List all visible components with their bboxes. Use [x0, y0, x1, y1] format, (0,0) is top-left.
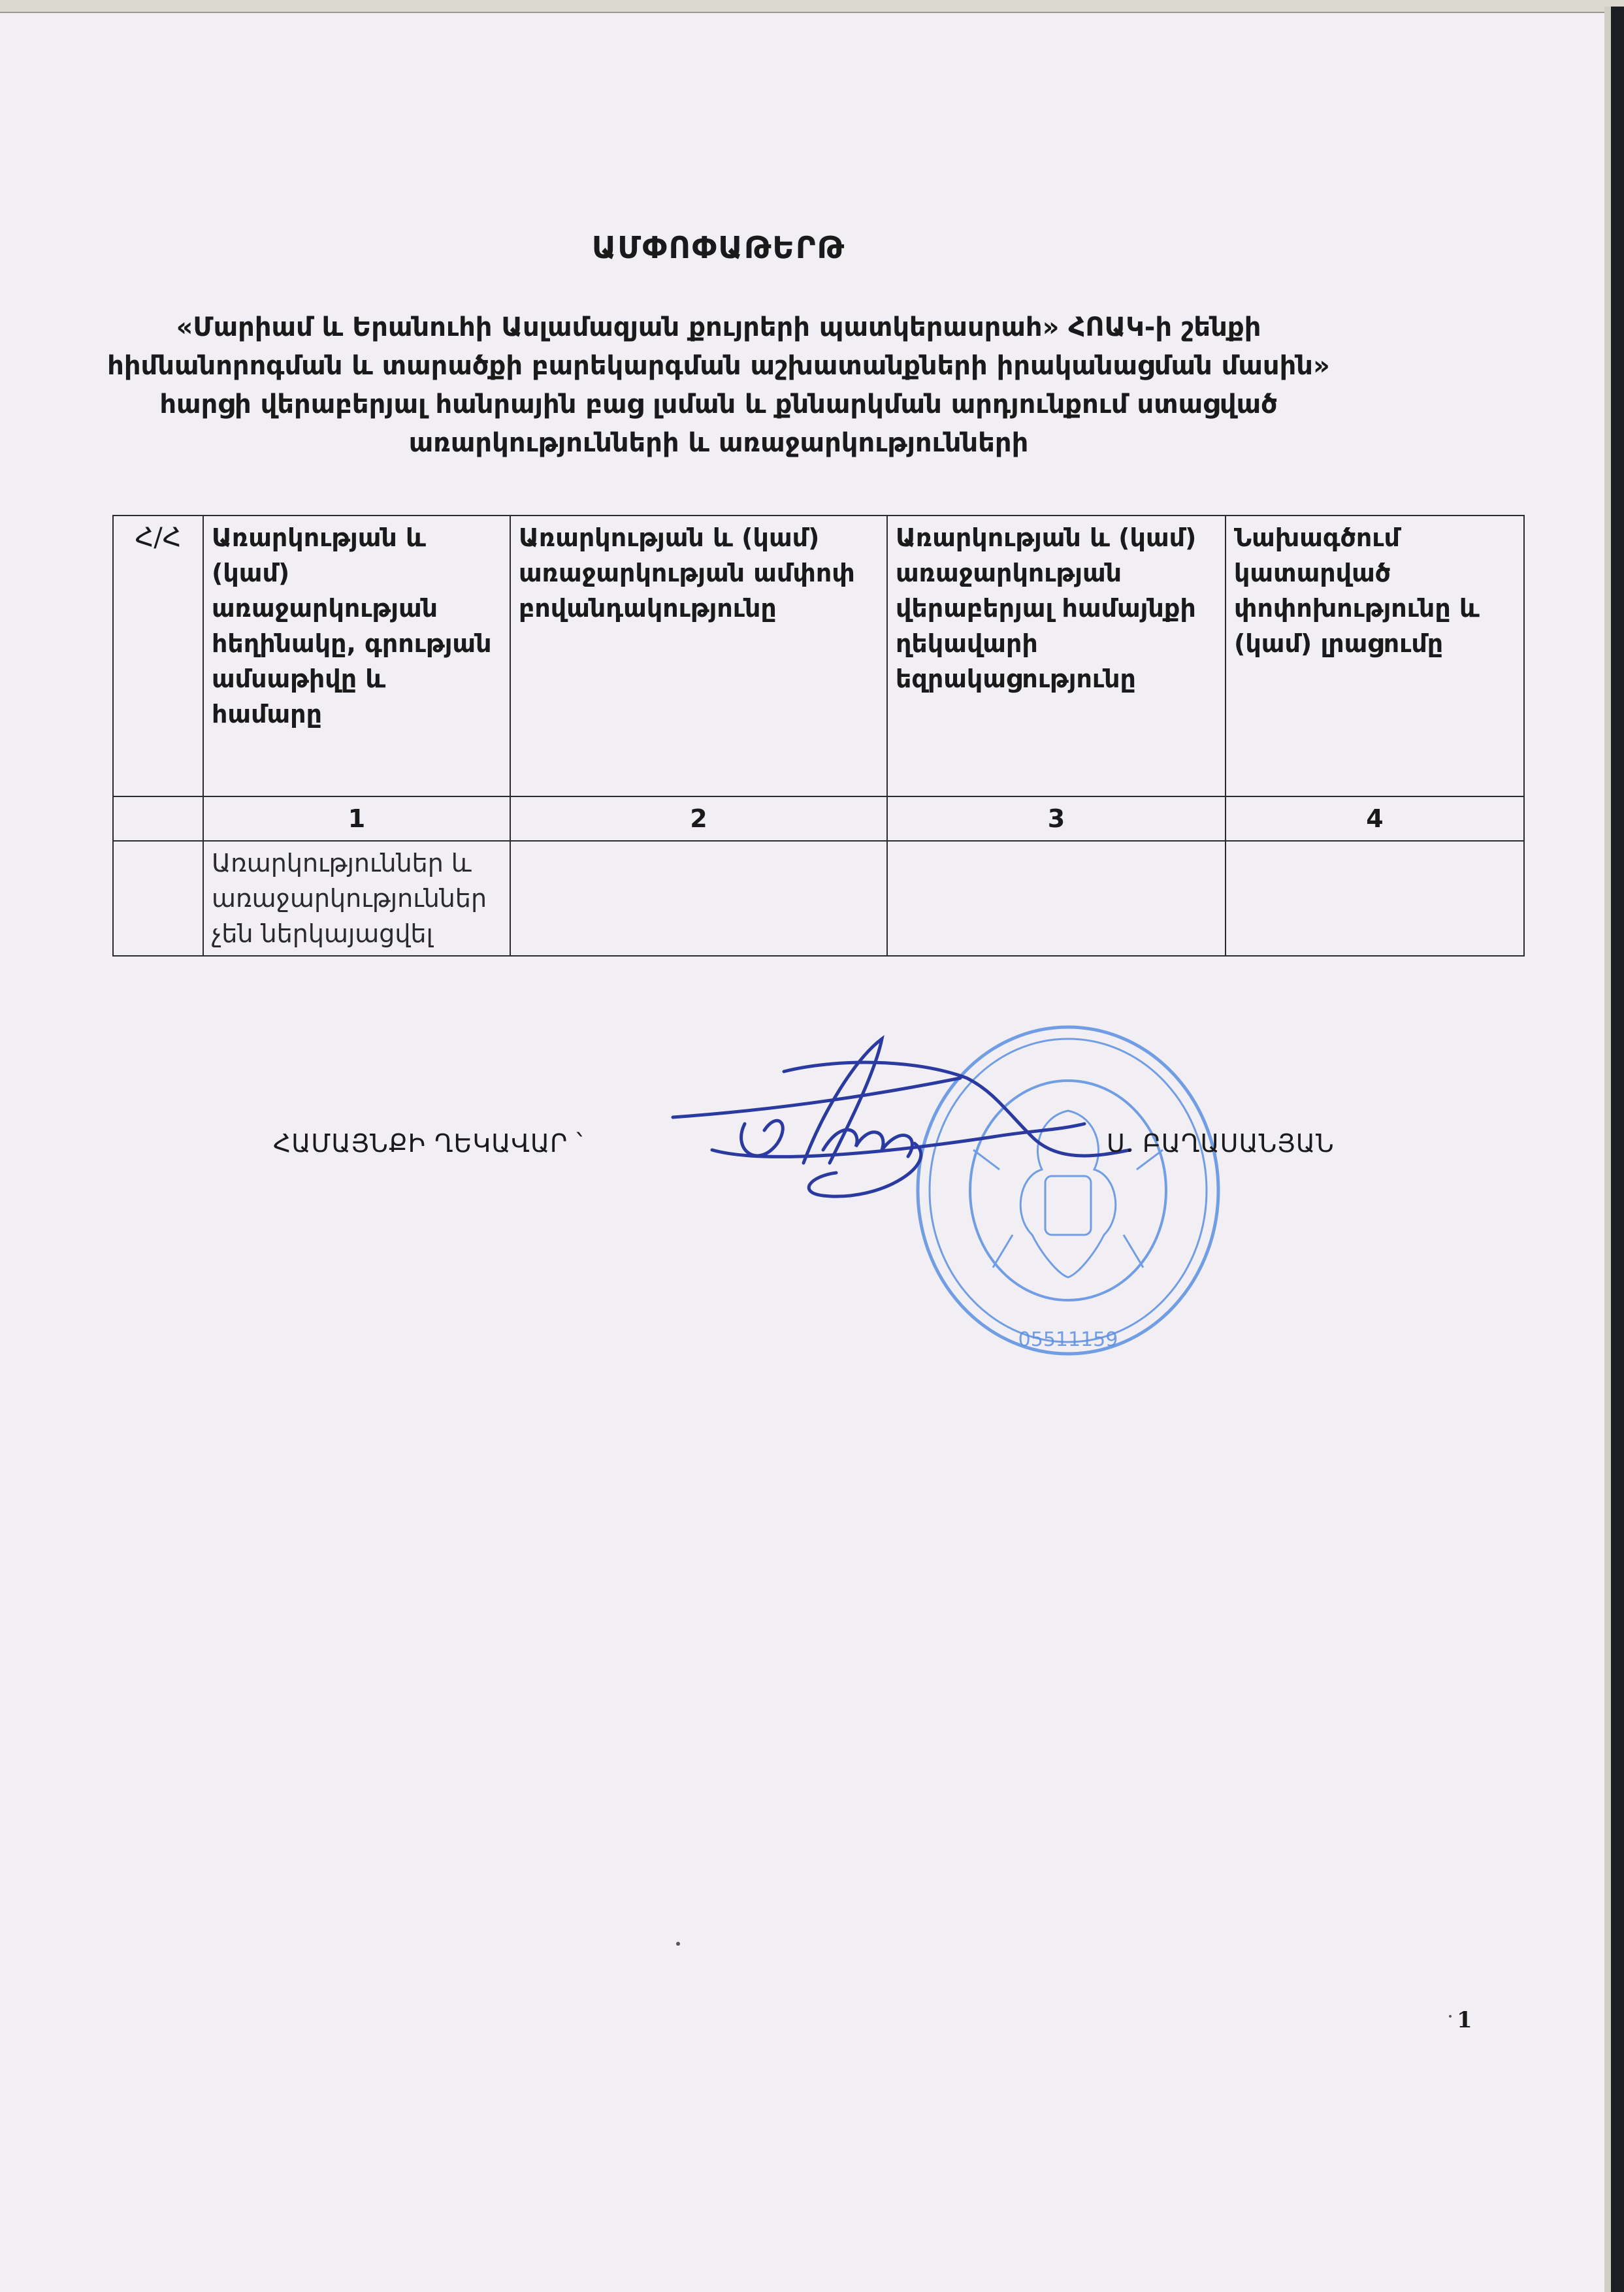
- table-cell: [887, 841, 1226, 956]
- header-cell-summary: Առարկության և (կամ) առաջարկության ամփոփ բովանդակությունը: [510, 516, 887, 796]
- handwritten-signature-icon: [666, 1032, 1137, 1222]
- scanner-right-edge: [1604, 7, 1611, 2292]
- document-title: ԱՄՓՈՓԱԹԵՐԹ: [591, 230, 846, 265]
- header-cell-author: Առարկության և (կամ) առաջարկության հեղինակը, գրության ամսաթիվը և համարը: [203, 516, 510, 796]
- page-number: 1: [1457, 2007, 1472, 2033]
- subtitle-line: հարցի վերաբերյալ հանրային բաց լսման և քննարկման արդյունքում ստացված: [159, 389, 1278, 419]
- document-page: [0, 13, 1604, 2292]
- column-number-cell: 3: [887, 796, 1226, 841]
- column-number-row: [113, 796, 1524, 841]
- document-subtitle: [98, 308, 1339, 463]
- column-number-cell: 4: [1226, 796, 1524, 841]
- header-cell-conclusion: Առարկության և (կամ) առաջարկության վերաբերյալ համայնքի ղեկավարի եզրակացությունը: [887, 516, 1226, 796]
- summary-table: [112, 515, 1525, 957]
- scan-speck: [1449, 2015, 1452, 2018]
- subtitle-line: «Մարիամ և Երանուհի Ասլամազյան քույրերի պատկերասրահ» ՀՈԱԿ-ի շենքի: [176, 312, 1261, 342]
- table-cell: [510, 841, 887, 956]
- signer-name: Ս. ԲԱՂԱՍԱՆՅԱՆ: [1107, 1129, 1335, 1158]
- subtitle-line: հիմնանորոգման և տարածքի բարեկարգման աշխատանքների իրականացման մասին»: [107, 351, 1330, 381]
- header-cell-changes: Նախագծում կատարված փոփոխությունը և (կամ) լրացումը: [1226, 516, 1524, 796]
- table-header-row: [113, 516, 1524, 796]
- table-row: [113, 841, 1524, 956]
- column-number-cell: 2: [510, 796, 887, 841]
- stamp-id-number: 05511159: [1018, 1328, 1118, 1351]
- scan-speck: [676, 1942, 680, 1946]
- table-cell: [1226, 841, 1524, 956]
- header-cell-number: Հ/Հ: [113, 516, 203, 796]
- subtitle-line: առարկությունների և առաջարկությունների: [408, 428, 1029, 458]
- table-cell: [113, 841, 203, 956]
- position-label: ՀԱՄԱՅՆՔԻ ՂԵԿԱՎԱՐ ՝: [273, 1129, 583, 1158]
- column-number-cell: 1: [203, 796, 510, 841]
- scanner-top-edge: [0, 0, 1624, 13]
- scanner-right-shadow: [1611, 7, 1624, 2292]
- column-number-cell: [113, 796, 203, 841]
- table-cell: Առարկություններ և առաջարկություններ չեն ներկայացվել: [203, 841, 510, 956]
